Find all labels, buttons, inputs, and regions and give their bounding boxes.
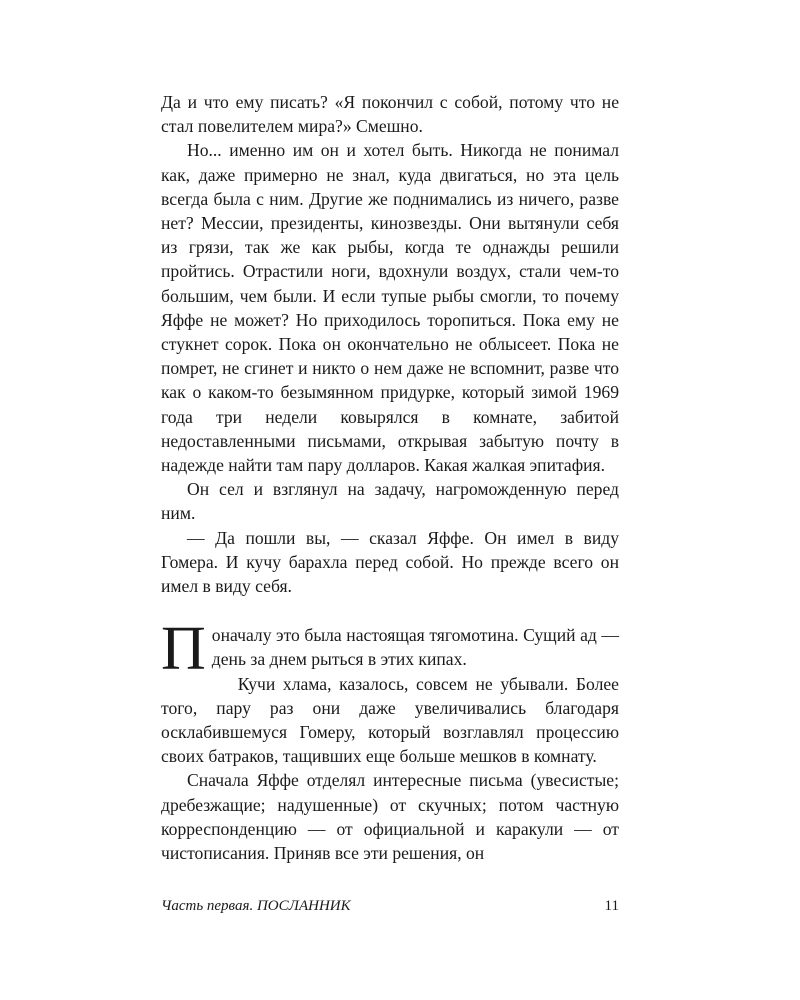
paragraph-5: Кучи хлама, казалось, совсем не убывали. Более того, пару раз они даже увеличивались благодаря осклабившемуся Гомеру, который возглавлял процессию своих батраков, тащивших еще больше мешков в комнату. [161, 673, 619, 767]
paragraph-2: Но... именно им он и хотел быть. Никогда не понимал как, даже примерно не знал, куда двигаться, но эта цель всегда была с ним. Другие же поднимались из ничего, разве нет? Мессии, президенты, кинозвезды. Они вытянули себя из грязи, так же как рыбы, когда те однажды решили пройтись. Отрастили ноги, вдохнули воздух, стали чем-то большим, чем были. И если тупые рыбы смогли, то почему Яффе не может? Но приходилось торопиться. Пока ему не стукнет сорок. Пока он окончательно не облысеет. Пока не помрет, не сгинет и никто о нем даже не вспомнит, разве что как о каком-то безымянном придурке, который зимой 1969 года три недели ковырялся в комнате, забитой недоставленными письмами, открывая забытую почту в надежде найти там пару долларов. Какая жалкая эпитафия. [161, 140, 619, 476]
paragraph-6: Сначала Яффе отделял интересные письма (увесистые; дребезжащие; надушенные) от скучных; потом частную корреспонденцию — от официальной и каракули — от чистописания. Приняв все эти решения, он [161, 770, 619, 864]
section-opening-paragraph [161, 615, 619, 684]
page-body [161, 90, 619, 865]
paragraph-3: Он сел и взглянул на задачу, нагроможденную перед ним. [161, 479, 619, 524]
section-opening-text: оначалу это была настоящая тягомотина. Сущий ад — день за днем рыться в этих кипах. [211, 625, 619, 670]
page-number: 11 [604, 898, 619, 914]
paragraph-1: Да и что ему писать? «Я покончил с собой, потому что не стал повелителем мира?» Смешно. [161, 92, 619, 137]
drop-cap: П [161, 615, 206, 684]
section-break [161, 598, 619, 623]
running-title: Часть первая. ПОСЛАННИК [161, 898, 351, 914]
page-footer [161, 898, 619, 915]
paragraph-4: — Да пошли вы, — сказал Яффе. Он имел в виду Гомера. И кучу барахла перед собой. Но прежде всего он имел в виду себя. [161, 527, 619, 597]
